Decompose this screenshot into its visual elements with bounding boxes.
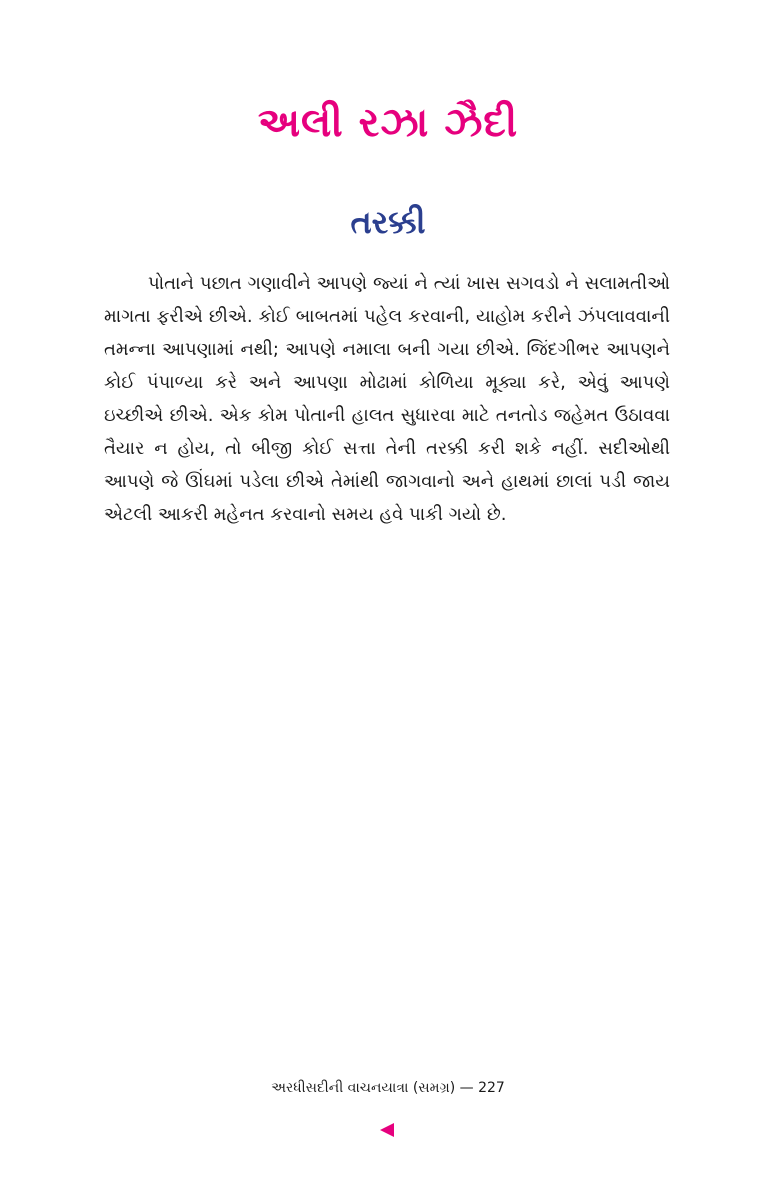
body-paragraph: પોતાને પછાત ગણાવીને આપણે જ્યાં ને ત્યાં ખાસ સગવડો ને સલામતીઓ માગતા ફરીએ છીએ. કોઈ બાબતમાં પહેલ કરવાની, યાહોમ કરીને ઝંપલાવવાની તમન્ના આપણામાં નથી; આપણે નમાલા બની ગયા છીએ. જિંદગીભર આપણને કોઈ પંપાળ્યા કરે અને આપણા મોઢામાં કોળિયા મૂક્યા કરે, એવું આપણે ઇચ્છીએ છીએ. એક કોમ પોતાની હાલત સુધારવા માટે તનતોડ જહેમત ઉઠાવવા તૈયાર ન હોય, તો બીજી કોઈ સત્તા તેની તરક્કી કરી શકે નહીં. સદીઓથી આપણે જે ઊંઘમાં પડેલા છીએ તેમાંથી જાગવાનો અને હાથમાં છાલાં પડી જાય એટલી આકરી મહેનત કરવાનો સમય હવે પાકી ગયો છે. <box>104 273 670 525</box>
chapter-title: તરક્કી <box>350 203 426 241</box>
previous-page-arrow-icon[interactable] <box>380 1123 394 1137</box>
author-name: અલી રઝા ઝૈદી <box>257 100 519 146</box>
page-footer: અરધીસદીની વાચનયાત્રા (સમગ્ર) — 227 <box>271 1080 505 1096</box>
